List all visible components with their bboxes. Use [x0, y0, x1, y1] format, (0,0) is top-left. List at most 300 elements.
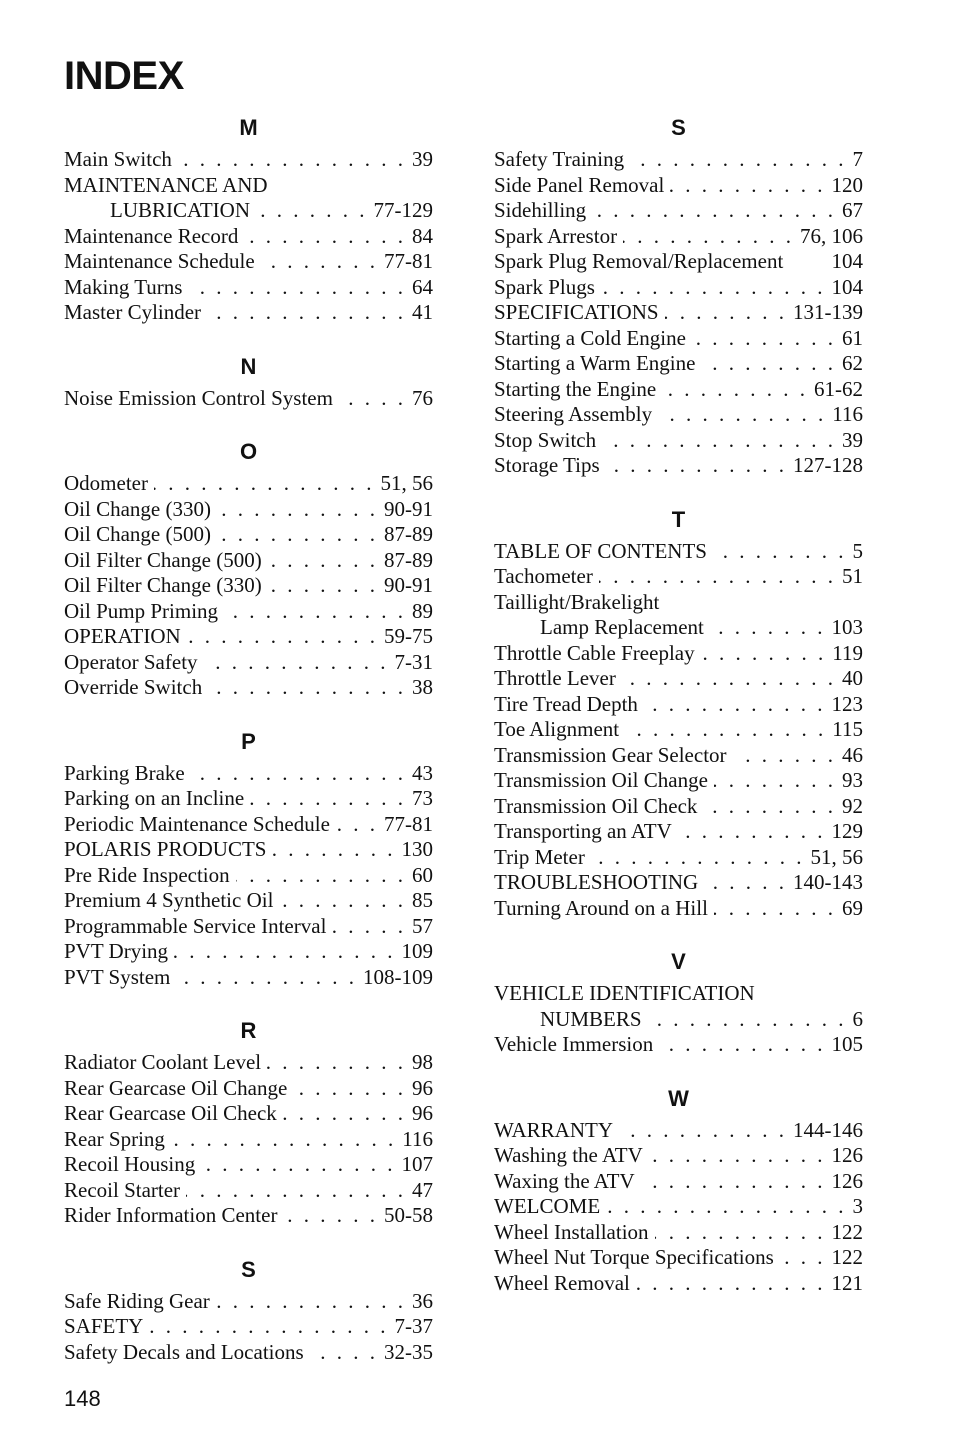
- index-entry: [64, 675, 433, 701]
- dot-leader: [601, 275, 826, 301]
- dot-leader: [154, 471, 375, 497]
- entry-term: Starting a Cold Engine: [494, 325, 686, 350]
- entry-page: 129: [831, 819, 863, 843]
- entry-page: 89: [412, 598, 433, 623]
- index-entry: [64, 965, 433, 991]
- dot-leader: [178, 147, 406, 173]
- index-entry: [494, 224, 863, 250]
- entry-page: 77-81: [384, 811, 433, 836]
- dot-leader: [310, 1340, 378, 1366]
- index-entry: [494, 981, 863, 1007]
- entry-term: Safety Training: [494, 147, 625, 171]
- index-entry: [494, 300, 863, 326]
- index-entry: [64, 599, 433, 625]
- entry-term: Programmable Service Interval: [64, 913, 327, 938]
- entry-page: 7: [852, 147, 863, 171]
- entry-term: SAFETY: [64, 1314, 144, 1338]
- entry-term: Operator Safety: [64, 649, 198, 674]
- entry-term: Wheel Installation: [494, 1219, 649, 1244]
- index-entry: [64, 1101, 433, 1127]
- entry-term: Safety Decals and Locations: [64, 1339, 304, 1364]
- index-entry: [494, 428, 863, 454]
- index-entry: [494, 198, 863, 224]
- entry-page: 126: [831, 1168, 863, 1193]
- entry-term: Pre Ride Inspection: [64, 862, 230, 887]
- entry-term: Rear Spring: [64, 1126, 165, 1151]
- dot-leader: [217, 522, 378, 548]
- entry-page: 144-146: [793, 1117, 863, 1142]
- entry-term: SPECIFICATIONS: [494, 300, 659, 324]
- entry-page: 93: [842, 768, 863, 792]
- index-entry: [64, 522, 433, 548]
- dot-leader: [268, 573, 378, 599]
- entry-term: Recoil Housing: [64, 1152, 196, 1176]
- entry-term: Transmission Gear Selector: [494, 742, 727, 767]
- dot-leader: [224, 599, 406, 625]
- index-entry: [494, 819, 863, 845]
- entry-page: 87-89: [384, 522, 433, 546]
- index-entry: [64, 173, 433, 199]
- entry-term: Parking on an Incline: [64, 786, 245, 810]
- section-letter: S: [671, 115, 686, 140]
- index-entry: [64, 224, 433, 250]
- entry-page: 67: [842, 198, 863, 222]
- index-section: [64, 727, 433, 991]
- entry-term: Transmission Oil Change: [494, 768, 708, 792]
- index-entry: [494, 1032, 863, 1058]
- entry-page: 105: [831, 1032, 863, 1056]
- entry-page: 46: [842, 742, 863, 767]
- dot-leader: [704, 870, 787, 896]
- dot-leader: [658, 402, 826, 428]
- index-entry: [64, 939, 433, 965]
- entry-page: 39: [842, 427, 863, 452]
- index-entry: [494, 402, 863, 428]
- dot-leader: [714, 896, 836, 922]
- index-entry: [494, 275, 863, 301]
- dot-leader: [619, 1118, 787, 1144]
- index-entry: [64, 863, 433, 889]
- entry-page: 120: [831, 172, 863, 197]
- dot-leader: [336, 812, 378, 838]
- entry-term: Vehicle Immersion: [494, 1032, 654, 1056]
- index-entry: [494, 249, 863, 275]
- entry-term: Recoil Starter: [64, 1177, 181, 1202]
- dot-leader: [186, 1178, 406, 1204]
- page-number: 148: [64, 1386, 101, 1411]
- entry-term: Tachometer: [494, 564, 593, 588]
- index-entry: [64, 786, 433, 812]
- index-entry: [64, 888, 433, 914]
- dot-leader: [701, 641, 827, 667]
- entry-term: Safe Riding Gear: [64, 1288, 210, 1313]
- entry-term: Maintenance Record: [64, 223, 239, 248]
- dot-leader: [641, 1169, 826, 1195]
- entry-page: 51: [842, 564, 863, 588]
- index-entry: [494, 845, 863, 871]
- index-entry: [494, 453, 863, 479]
- entry-page: 126: [831, 1143, 863, 1167]
- entry-page: 131-139: [793, 300, 863, 324]
- entry-term: TROUBLESHOOTING: [494, 870, 699, 894]
- entry-page: 87-89: [384, 547, 433, 572]
- index-entry: [64, 300, 433, 326]
- entry-term: Side Panel Removal: [494, 172, 665, 197]
- entry-term: Making Turns: [64, 274, 183, 299]
- dot-leader: [283, 1203, 378, 1229]
- dot-leader: [339, 386, 406, 412]
- dot-leader: [714, 768, 836, 794]
- dot-leader: [659, 1032, 825, 1058]
- entry-term: MAINTENANCE AND: [64, 172, 268, 197]
- entry-page: 60: [412, 862, 433, 887]
- index-section: [64, 1016, 433, 1229]
- entry-term: Rider Information Center: [64, 1203, 278, 1227]
- entry-page: 6: [852, 1006, 863, 1031]
- entry-term: Transmission Oil Check: [494, 793, 698, 818]
- entry-page: 98: [412, 1050, 433, 1074]
- entry-term: Oil Change (500): [64, 522, 211, 546]
- entry-page: 104: [831, 274, 863, 299]
- section-letter: V: [671, 949, 686, 974]
- entry-term: Taillight/Brakelight: [494, 589, 660, 614]
- index-entry: [494, 641, 863, 667]
- index-entry: [494, 666, 863, 692]
- index-entry: [64, 147, 433, 173]
- entry-page: 3: [852, 1194, 863, 1218]
- section-letter: W: [668, 1085, 689, 1111]
- index-entry: [64, 1076, 433, 1102]
- index-entry: [64, 650, 433, 676]
- dot-leader: [216, 1289, 406, 1315]
- dot-leader: [268, 548, 378, 574]
- entry-page: 51, 56: [380, 471, 433, 495]
- entry-term: WELCOME: [494, 1194, 601, 1218]
- entry-page: 61-62: [814, 376, 863, 401]
- entry-page: 39: [412, 147, 433, 171]
- entry-page: 103: [831, 615, 863, 639]
- entry-page: 61: [842, 325, 863, 350]
- index-entry: [64, 837, 433, 863]
- dot-leader: [678, 819, 826, 845]
- entry-page: 92: [842, 793, 863, 818]
- entry-page: 62: [842, 351, 863, 375]
- section-letter: T: [671, 506, 686, 532]
- dot-leader: [283, 1101, 406, 1127]
- entry-term: Oil Filter Change (500): [64, 547, 262, 572]
- entry-term: Throttle Lever: [494, 666, 616, 690]
- dot-leader: [644, 692, 826, 718]
- entry-term: Noise Emission Control System: [64, 385, 333, 410]
- entry-page: 40: [842, 666, 863, 690]
- entry-page: 109: [401, 939, 433, 963]
- dot-leader: [176, 965, 357, 991]
- entry-term: Tire Tread Depth: [494, 691, 638, 716]
- entry-page: 84: [412, 223, 433, 248]
- entry-term: Throttle Cable Freeplay: [494, 640, 695, 665]
- entry-page: 116: [832, 402, 863, 426]
- section-letter: R: [240, 1018, 257, 1043]
- entry-page: 59-75: [384, 624, 433, 648]
- index-entry: [64, 249, 433, 275]
- dot-leader: [701, 351, 836, 377]
- entry-page: 57: [412, 913, 433, 938]
- entry-page: 108-109: [363, 964, 433, 989]
- dot-leader: [187, 624, 378, 650]
- dot-leader: [662, 377, 808, 403]
- index-entry: [64, 1314, 433, 1340]
- dot-leader: [250, 786, 406, 812]
- entry-term: LUBRICATION: [110, 198, 250, 222]
- index-entry: [64, 573, 433, 599]
- index-entry: [494, 870, 863, 896]
- index-section: [494, 113, 863, 479]
- dot-leader: [649, 1143, 826, 1169]
- index-entry: [494, 896, 863, 922]
- section-letter: M: [239, 115, 258, 140]
- index-entry: [64, 1289, 433, 1315]
- dot-leader: [713, 539, 847, 565]
- entry-term: Waxing the ATV: [494, 1168, 635, 1193]
- index-entry: [494, 1220, 863, 1246]
- index-entry: [494, 539, 863, 565]
- entry-page: 38: [412, 675, 433, 699]
- entry-term: Spark Plugs: [494, 274, 595, 299]
- entry-term: Lamp Replacement: [540, 615, 704, 639]
- dot-leader: [201, 1152, 395, 1178]
- entry-page: 96: [412, 1101, 433, 1125]
- index-section: [494, 1084, 863, 1297]
- entry-page: 90-91: [384, 573, 433, 597]
- index-entry: [64, 1178, 433, 1204]
- entry-term: Rear Gearcase Oil Change: [64, 1075, 288, 1100]
- index-entry: [494, 351, 863, 377]
- dot-leader: [591, 845, 805, 871]
- index-entry: [494, 615, 863, 641]
- entry-term: Trip Meter: [494, 844, 585, 869]
- dot-leader: [293, 1076, 406, 1102]
- index-entry: [494, 717, 863, 743]
- entry-page: 51, 56: [810, 844, 863, 869]
- entry-page: 116: [402, 1126, 433, 1151]
- entry-term: OPERATION: [64, 624, 181, 648]
- index-entry: [494, 1194, 863, 1220]
- dot-leader: [665, 300, 787, 326]
- entry-term: Wheel Nut Torque Specifications: [494, 1245, 774, 1269]
- section-letter: P: [241, 728, 256, 754]
- entry-page: 32-35: [384, 1339, 433, 1364]
- index-column-right: [494, 113, 863, 1322]
- dot-leader: [670, 173, 825, 199]
- entry-term: Override Switch: [64, 675, 203, 699]
- index-entry: [494, 768, 863, 794]
- section-letter: S: [241, 1256, 256, 1282]
- index-section: [64, 352, 433, 412]
- page-title: INDEX: [64, 54, 184, 98]
- entry-page: 76, 106: [800, 223, 863, 248]
- dot-leader: [171, 1127, 396, 1153]
- dot-leader: [655, 1220, 826, 1246]
- entry-term: Oil Change (330): [64, 496, 211, 521]
- entry-page: 64: [412, 274, 433, 299]
- dot-leader: [733, 743, 836, 769]
- dot-leader: [703, 794, 836, 820]
- index-entry: [494, 590, 863, 616]
- index-entry: [64, 548, 433, 574]
- entry-term: Sidehilling: [494, 198, 587, 222]
- dot-leader: [710, 615, 826, 641]
- entry-page: 50-58: [384, 1203, 433, 1227]
- entry-page: 123: [831, 691, 863, 716]
- dot-leader: [207, 300, 406, 326]
- dot-leader: [606, 1194, 846, 1220]
- dot-leader: [630, 147, 846, 173]
- dot-leader: [625, 717, 826, 743]
- index-entry: [494, 147, 863, 173]
- section-letter: O: [239, 439, 258, 464]
- entry-page: 115: [832, 717, 863, 741]
- entry-page: 127-128: [793, 453, 863, 477]
- dot-leader: [236, 863, 406, 889]
- entry-term: PVT System: [64, 964, 171, 989]
- dot-leader: [217, 497, 378, 523]
- dot-leader: [244, 224, 406, 250]
- entry-term: Radiator Coolant Level: [64, 1050, 262, 1074]
- index-section: [64, 113, 433, 326]
- entry-term: Turning Around on a Hill: [494, 895, 708, 920]
- index-entry: [494, 743, 863, 769]
- entry-term: Periodic Maintenance Schedule: [64, 811, 330, 836]
- index-entry: [494, 1169, 863, 1195]
- entry-page: 73: [412, 786, 433, 810]
- entry-term: Master Cylinder: [64, 300, 202, 324]
- entry-page: 121: [831, 1270, 863, 1295]
- entry-term: Main Switch: [64, 147, 172, 171]
- dot-leader: [592, 198, 836, 224]
- dot-leader: [191, 761, 406, 787]
- dot-leader: [208, 675, 406, 701]
- index-entry: [494, 1118, 863, 1144]
- dot-leader: [622, 666, 836, 692]
- dot-leader: [256, 198, 368, 224]
- section-letter: N: [240, 353, 257, 379]
- index-entry: [64, 1050, 433, 1076]
- entry-page: 122: [831, 1219, 863, 1244]
- entry-term: TABLE OF CONTENTS: [494, 538, 707, 563]
- entry-term: Washing the ATV: [494, 1143, 643, 1167]
- entry-term: Starting a Warm Engine: [494, 351, 696, 375]
- index-entry: [494, 1007, 863, 1033]
- index-section: [64, 437, 433, 701]
- index-section: [494, 505, 863, 922]
- entry-page: 140-143: [793, 870, 863, 894]
- entry-page: 107: [401, 1152, 433, 1176]
- entry-page: 7-37: [394, 1314, 433, 1338]
- index-entry: [64, 275, 433, 301]
- entry-term: Stop Switch: [494, 427, 597, 452]
- dot-leader: [780, 1245, 826, 1271]
- entry-term: Odometer: [64, 471, 148, 495]
- entry-term: Maintenance Schedule: [64, 249, 255, 273]
- entry-page: 119: [832, 640, 863, 665]
- dot-leader: [272, 837, 395, 863]
- entry-term: Spark Plug Removal/Replacement: [494, 249, 784, 273]
- index-column-left: [64, 113, 433, 1391]
- dot-leader: [279, 888, 406, 914]
- entry-term: POLARIS PRODUCTS: [64, 837, 267, 861]
- dot-leader: [692, 326, 836, 352]
- entry-term: Starting the Engine: [494, 376, 657, 401]
- index-entry: [494, 692, 863, 718]
- dot-leader: [606, 453, 787, 479]
- index-entry: [64, 1127, 433, 1153]
- entry-page: 77-81: [384, 249, 433, 273]
- dot-leader: [648, 1007, 847, 1033]
- entry-term: WARRANTY: [494, 1117, 613, 1142]
- entry-page: 85: [412, 888, 433, 912]
- dot-leader: [188, 275, 406, 301]
- index-entry: [64, 198, 433, 224]
- dot-leader: [204, 650, 389, 676]
- entry-term: VEHICLE IDENTIFICATION: [494, 981, 755, 1005]
- entry-page: 77-129: [373, 198, 433, 222]
- entry-page: 47: [412, 1177, 433, 1202]
- dot-leader: [267, 1050, 406, 1076]
- entry-term: Premium 4 Synthetic Oil: [64, 888, 274, 912]
- entry-page: 69: [842, 895, 863, 920]
- entry-page: 130: [401, 837, 433, 861]
- index-entry: [494, 1143, 863, 1169]
- entry-term: Storage Tips: [494, 453, 600, 477]
- index-entry: [64, 624, 433, 650]
- index-entry: [64, 914, 433, 940]
- index-entry: [64, 497, 433, 523]
- entry-page: 7-31: [394, 649, 433, 674]
- entry-term: Oil Filter Change (330): [64, 573, 262, 597]
- entry-page: 122: [831, 1245, 863, 1269]
- dot-leader: [623, 224, 794, 250]
- index-section: [494, 947, 863, 1058]
- index-entry: [494, 794, 863, 820]
- index-entry: [64, 1203, 433, 1229]
- index-entry: [494, 326, 863, 352]
- dot-leader: [636, 1271, 826, 1297]
- entry-page: 96: [412, 1075, 433, 1100]
- index-entry: [494, 1271, 863, 1297]
- entry-term: Parking Brake: [64, 760, 185, 785]
- entry-term: Toe Alignment: [494, 717, 620, 741]
- index-entry: [64, 1152, 433, 1178]
- entry-term: Wheel Removal: [494, 1270, 630, 1295]
- index-entry: [494, 564, 863, 590]
- dot-leader: [261, 249, 378, 275]
- entry-term: NUMBERS: [540, 1006, 642, 1031]
- entry-page: 76: [412, 385, 433, 410]
- entry-term: PVT Drying: [64, 939, 169, 963]
- entry-page: 104: [831, 249, 863, 273]
- entry-term: Oil Pump Priming: [64, 598, 219, 623]
- index-entry: [64, 386, 433, 412]
- dot-leader: [599, 564, 836, 590]
- index-entry: [494, 173, 863, 199]
- index-entry: [494, 1245, 863, 1271]
- entry-page: 90-91: [384, 496, 433, 521]
- dot-leader: [332, 914, 406, 940]
- index-entry: [64, 761, 433, 787]
- entry-page: 36: [412, 1288, 433, 1313]
- entry-page: 41: [412, 300, 433, 324]
- index-entry: [64, 1340, 433, 1366]
